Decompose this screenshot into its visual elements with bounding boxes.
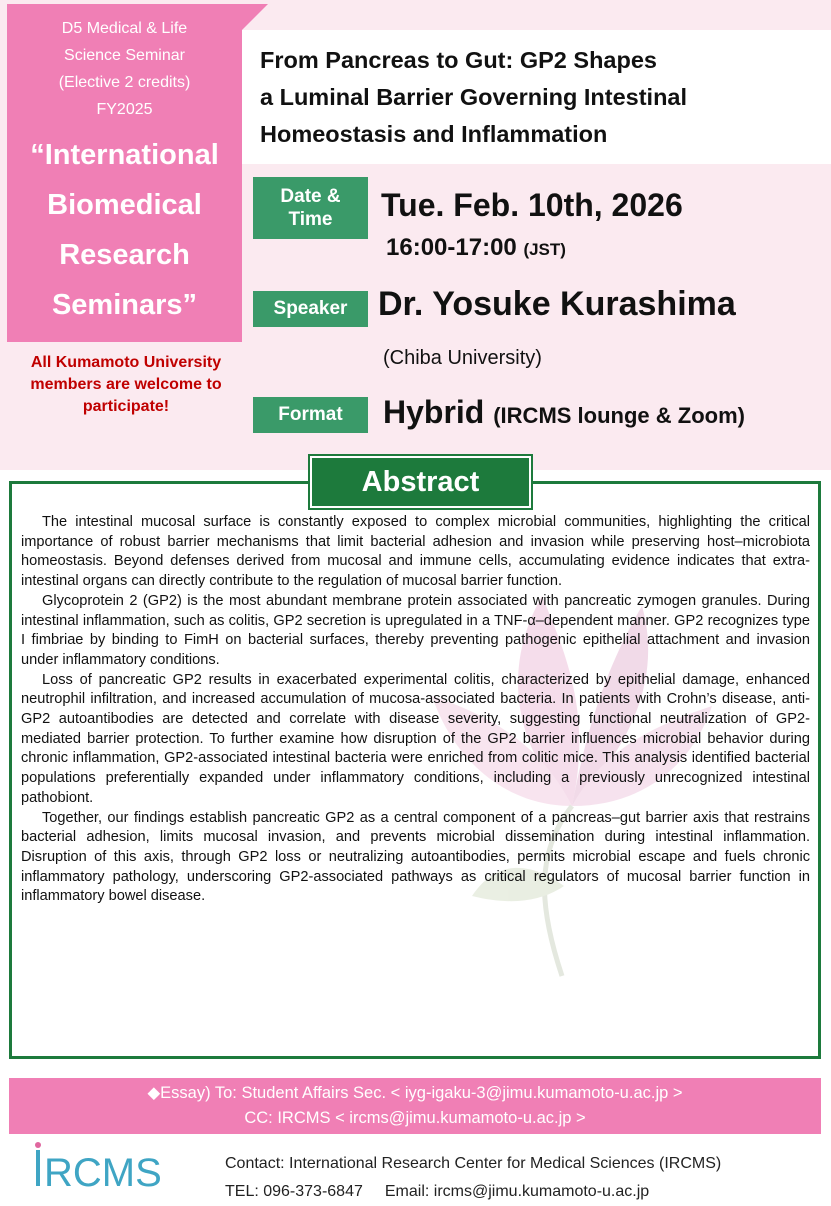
series-line: Science Seminar bbox=[64, 47, 185, 64]
talk-title-line: a Luminal Barrier Governing Intestinal bbox=[260, 84, 688, 110]
contact-email: Email: ircms@jimu.kumamoto-u.ac.jp bbox=[384, 1183, 650, 1200]
series-line: FY2025 bbox=[96, 101, 153, 118]
format-detail: (IRCMS lounge & Zoom) bbox=[493, 403, 745, 428]
seminar-name-line: Research bbox=[59, 239, 190, 271]
timezone: (JST) bbox=[523, 240, 566, 259]
speaker-name: Dr. Yosuke Kurashima bbox=[378, 285, 736, 323]
format-type: Hybrid bbox=[383, 394, 485, 430]
time-range: 16:00-17:00 bbox=[386, 234, 517, 261]
talk-title-line: Homeostasis and Inflammation bbox=[260, 121, 608, 147]
contact-tel: TEL: 096-373-6847 bbox=[225, 1183, 363, 1200]
ircms-logo bbox=[30, 1142, 180, 1194]
abstract-paragraph: Loss of pancreatic GP2 results in exacerbated experimental colitis, characterized by epithelial damage, enhanced neutrophil infiltration, and increased accumulation of mucosa-associated bacteria. In patients with Crohn’s disease, anti-GP2 autoantibodies are detected and correlate with disease severity, suggesting functional neutralization of GP2-mediated barrier protection. To further examine how disruption of the GP2 barrier influences microbial behavior during chronic inflammation, GP2-associated intestinal bacteria were enriched from colitic mice. This analysis identified bacterial populations preferentially expanded under inflammatory conditions, including a previously unrecognized intestinal pathobiont. bbox=[21, 671, 810, 806]
abstract-paragraph: The intestinal mucosal surface is constantly exposed to complex microbial communities, highlighting the critical importance of robust barrier mechanisms that limit bacterial adhesion and invasion while preserving host–microbiota homeostasis. Beyond defenses derived from mucosal and immune cells, accumulating evidence indicates that extra-intestinal organs can directly contribute to the regulation of mucosal barrier function. bbox=[21, 514, 810, 590]
event-time bbox=[386, 234, 566, 262]
contact-row bbox=[225, 1178, 721, 1206]
seminar-name bbox=[7, 130, 242, 330]
seminar-name-line: Seminars” bbox=[51, 289, 198, 321]
welcome-line: members are welcome to bbox=[30, 376, 222, 393]
abstract-heading: Abstract bbox=[310, 456, 531, 508]
corner-decoration bbox=[242, 4, 268, 30]
date-time-label bbox=[253, 177, 368, 239]
logo-text: RCMS bbox=[44, 1151, 162, 1194]
seminar-name-line: Biomedical bbox=[47, 189, 202, 221]
welcome-line: participate! bbox=[82, 398, 170, 415]
seminar-name-line: “International bbox=[30, 139, 219, 171]
event-format bbox=[383, 394, 745, 431]
speaker-label: Speaker bbox=[253, 291, 368, 327]
abstract-paragraph: Together, our findings establish pancreatic GP2 as a central component of a pancreas–gut barrier axis that restrains bacterial adhesion, limits mucosal invasion, and prevents microbial dissemination during intestinal inflammation. Disruption of this axis, through GP2 loss or neutralizing autoantibodies, permits microbial escape and fuels chronic inflammatory pathology, underscoring GP2-associated pathways as critical regulators of mucosal barrier function in inflammatory bowel disease. bbox=[21, 809, 810, 905]
seminar-series bbox=[7, 4, 242, 123]
welcome-line: All Kumamoto University bbox=[30, 354, 222, 371]
essay-cc: CC: IRCMS < ircms@jimu.kumamoto-u.ac.jp > bbox=[244, 1109, 586, 1127]
format-label: Format bbox=[253, 397, 368, 433]
seminar-panel bbox=[7, 4, 242, 342]
series-line: D5 Medical & Life bbox=[61, 20, 188, 37]
series-line: (Elective 2 credits) bbox=[58, 74, 191, 91]
contact-line: Contact: International Research Center for Medical Sciences (IRCMS) bbox=[225, 1155, 722, 1172]
welcome-note bbox=[10, 352, 242, 418]
abstract-paragraph: Glycoprotein 2 (GP2) is the most abundant membrane protein associated with pancreatic zymogen granules. During intestinal inflammation, such as colitis, GP2 secretion is upregulated in a TNF-α–dependent manner. GP2 recognizes type I fimbriae by binding to FimH on bacterial surfaces, thereby preventing pathogenic epithelial attachment and invasion under inflammatory conditions. bbox=[21, 592, 810, 668]
contact-block bbox=[225, 1150, 721, 1206]
essay-to: ◆Essay) To: Student Affairs Sec. < iyg-igaku-3@jimu.kumamoto-u.ac.jp > bbox=[147, 1084, 683, 1102]
date-label-line: Time bbox=[288, 209, 333, 230]
event-date: Tue. Feb. 10th, 2026 bbox=[381, 187, 683, 223]
essay-submission-band bbox=[9, 1078, 821, 1134]
speaker-affiliation: (Chiba University) bbox=[383, 347, 542, 369]
talk-title bbox=[260, 42, 820, 153]
abstract-text bbox=[21, 513, 810, 907]
talk-title-line: From Pancreas to Gut: GP2 Shapes bbox=[260, 47, 657, 73]
talk-title-box bbox=[242, 30, 831, 164]
date-label-line: Date & bbox=[280, 186, 341, 207]
